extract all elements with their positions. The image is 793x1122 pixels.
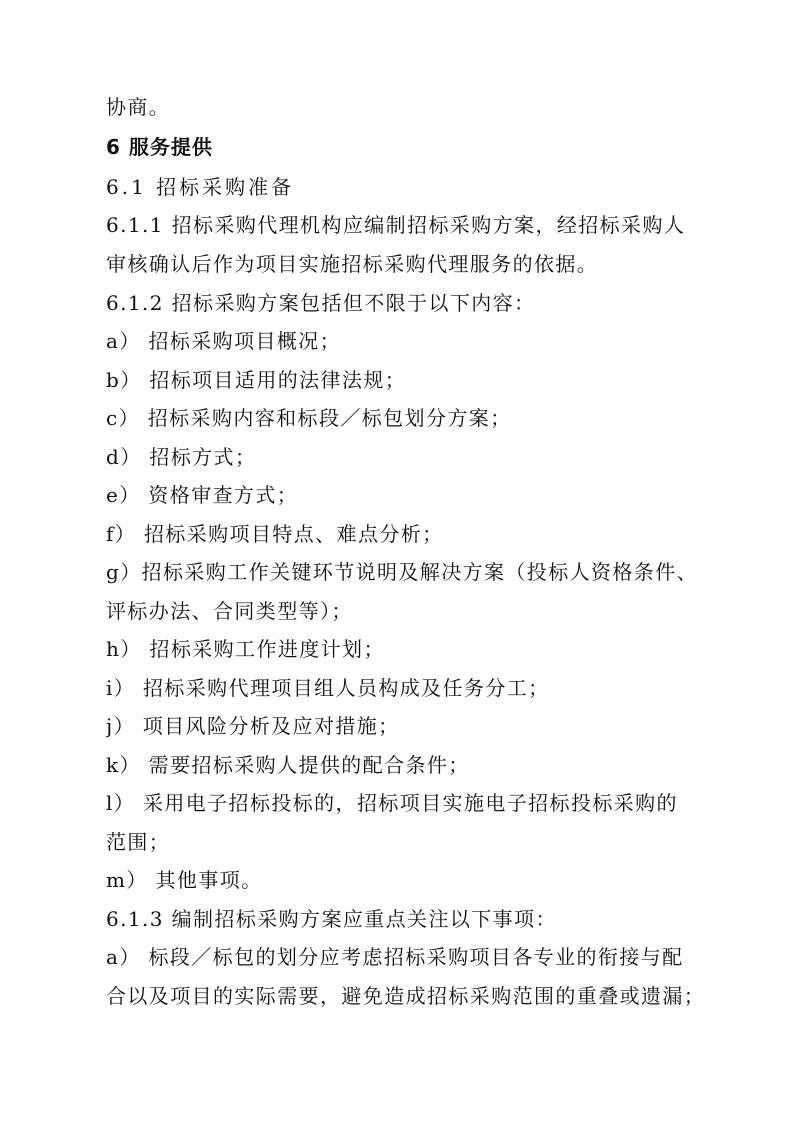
subsection-heading: 6.1 招标采购准备: [106, 175, 295, 199]
text-line: 范围；: [106, 830, 171, 854]
list-item: m） 其他事项。: [106, 868, 263, 892]
list-item: k） 需要招标采购人提供的配合条件；: [106, 753, 470, 777]
list-item: e） 资格审查方式；: [106, 483, 299, 507]
text-line: 合以及项目的实际需要，避免造成招标采购范围的重叠或遗漏；: [106, 984, 706, 1008]
text-line: 协商。: [106, 95, 171, 119]
text-line: 6.1.3 编制招标采购方案应重点关注以下事项：: [106, 907, 557, 931]
list-item: c） 招标采购内容和标段／标包划分方案；: [106, 406, 512, 430]
text-line: 评标办法、合同类型等）；: [106, 599, 353, 623]
section-heading: 6 服务提供: [106, 135, 213, 159]
list-item: a） 招标采购项目概况；: [106, 329, 342, 353]
text-line: 审核确认后作为项目实施招标采购代理服务的依据。: [106, 252, 599, 276]
list-item: f） 招标采购项目特点、难点分析；: [106, 522, 444, 546]
list-item: h） 招标采购工作进度计划；: [106, 637, 385, 661]
list-item: g）招标采购工作关键环节说明及解决方案（投标人资格条件、: [106, 560, 699, 584]
list-item: b） 招标项目适用的法律法规；: [106, 368, 407, 392]
list-item: j） 项目风险分析及应对措施；: [106, 714, 400, 738]
list-item: d） 招标方式；: [106, 445, 257, 469]
list-item: l） 采用电子招标投标的，招标项目实施电子招标投标采购的: [106, 791, 678, 815]
text-line: 6.1.1 招标采购代理机构应编制招标采购方案，经招标采购人: [106, 213, 686, 237]
list-item: a） 标段／标包的划分应考虑招标采购项目各专业的衔接与配: [106, 945, 684, 969]
list-item: i） 招标采购代理项目组人员构成及任务分工；: [106, 676, 550, 700]
text-line: 6.1.2 招标采购方案包括但不限于以下内容：: [106, 291, 536, 315]
